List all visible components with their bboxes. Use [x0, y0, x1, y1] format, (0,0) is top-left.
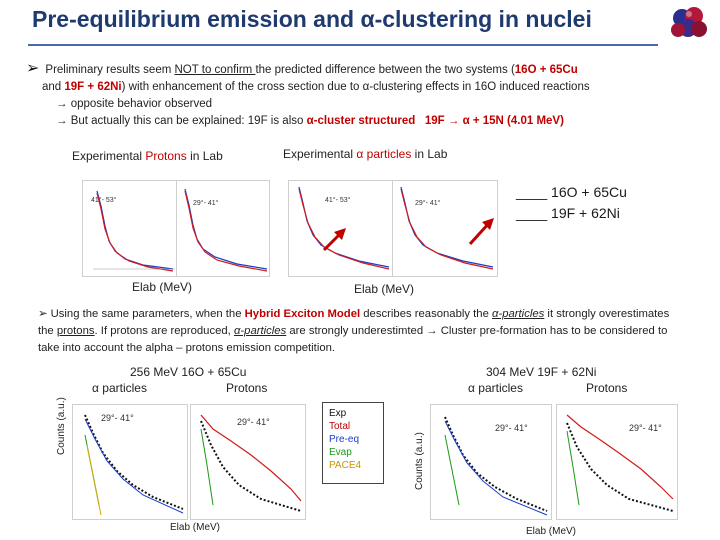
plot-curves	[83, 181, 177, 276]
lower-left-protons: Protons	[226, 381, 268, 395]
angle-label: 29°- 41°	[629, 423, 662, 433]
angle-label: 29°- 41°	[495, 423, 528, 433]
legend-pace4: PACE4	[329, 460, 362, 471]
text: ➢ Using the same parameters, when the	[38, 308, 245, 320]
legend-system-2: ____ 19F + 62Ni	[516, 205, 620, 221]
lower-right-system: 304 MeV 19F + 62Ni	[486, 365, 597, 379]
angle-label: 29°- 41°	[415, 200, 441, 207]
text-underlined: NOT to confirm	[174, 64, 256, 76]
lower-left-system: 256 MeV 16O + 65Cu	[130, 365, 247, 379]
bullet-line-2	[26, 79, 716, 96]
text: the predicted difference between the two systems (	[255, 64, 515, 76]
plot-protons-41-53	[82, 180, 178, 277]
angle-label: 29°- 41°	[193, 200, 219, 207]
nucleus-logo-icon	[666, 4, 712, 44]
title-underline	[28, 44, 658, 46]
text: describes reasonably the	[360, 308, 493, 320]
legend-total: Total	[329, 421, 351, 432]
highlight-arrows	[320, 200, 500, 260]
bullet-block	[26, 60, 716, 130]
text: protons	[56, 325, 95, 337]
text: ) with enhancement of the cross section due to α-clustering effects in	[121, 81, 475, 93]
legend-evap: Evap	[329, 447, 352, 458]
text: α-particles	[233, 325, 287, 337]
summary-paragraph	[38, 306, 688, 357]
lower-right-protons: Protons	[586, 381, 628, 395]
plot-lower-left-alpha	[72, 404, 188, 520]
lower-right-alpha: α particles	[468, 381, 523, 395]
bullet-line-4	[26, 113, 716, 130]
reaction: 19F → α + 15N (4.01 MeV)	[424, 115, 564, 127]
alpha-panel-label	[283, 147, 447, 161]
text: Preliminary results seem	[45, 64, 175, 76]
text: α-particles	[492, 308, 545, 320]
red-arrow-icon	[470, 218, 494, 244]
plot-lower-right-alpha	[430, 404, 552, 520]
text: Experimental	[283, 147, 357, 161]
red-arrow-icon	[324, 228, 346, 250]
bullet-line-1	[26, 60, 716, 79]
protons-panel-label	[72, 149, 223, 163]
elab-axis-label: Elab (MeV)	[354, 282, 415, 296]
text: are strongly underestimted → Cluster pre-formation has to be considered to take into account the alpha – protons emission competition.	[38, 325, 668, 354]
text: → But actually this can be explained:	[56, 115, 248, 127]
text: Protons	[145, 149, 187, 163]
plot-lower-right-protons	[556, 404, 678, 520]
text: and	[42, 81, 65, 93]
angle-label: 41°- 53°	[91, 197, 117, 204]
system-2: 19F + 62Ni	[64, 81, 122, 93]
model-name: Hybrid Exciton Model	[244, 308, 361, 320]
y-axis-label: Counts (a.u.)	[56, 397, 67, 455]
angle-label: 29°- 41°	[101, 413, 134, 423]
plot-protons-29-41	[176, 180, 270, 277]
page-title: Pre-equilibrium emission and α-clustering in nuclei	[32, 6, 592, 32]
text: Experimental	[72, 149, 146, 163]
text: 16O induced reactions	[474, 81, 590, 93]
text: α particles	[356, 147, 412, 161]
lower-left-alpha: α particles	[92, 381, 147, 395]
y-axis-label: Counts (a.u.)	[414, 432, 425, 490]
angle-label: 41°- 53°	[325, 197, 351, 204]
system-1: 16O + 65Cu	[514, 64, 578, 76]
bullet-line-3: → opposite behavior observed	[56, 98, 212, 110]
legend-system-1: ____ 16O + 65Cu	[516, 184, 627, 200]
text: it strongly overestimates the	[38, 308, 670, 337]
elab-axis-label: Elab (MeV)	[132, 280, 193, 294]
plot-curves	[177, 181, 269, 276]
text: . If protons are reproduced,	[94, 325, 234, 337]
text: in Lab	[411, 147, 448, 161]
legend-preeq: Pre-eq	[329, 434, 360, 445]
text: in Lab	[186, 149, 223, 163]
model-legend-box	[322, 402, 384, 484]
x-axis-label: Elab (MeV)	[170, 522, 221, 533]
text-highlight: α-cluster structured	[306, 115, 416, 127]
plot-lower-left-protons	[190, 404, 306, 520]
legend-exp: Exp	[329, 408, 347, 419]
plot-curves	[431, 405, 551, 519]
bullet-arrow-icon: ➢	[26, 60, 40, 77]
x-axis-label: Elab (MeV)	[526, 526, 577, 537]
angle-label: 29°- 41°	[237, 417, 270, 427]
text: 19F is also	[247, 115, 307, 127]
